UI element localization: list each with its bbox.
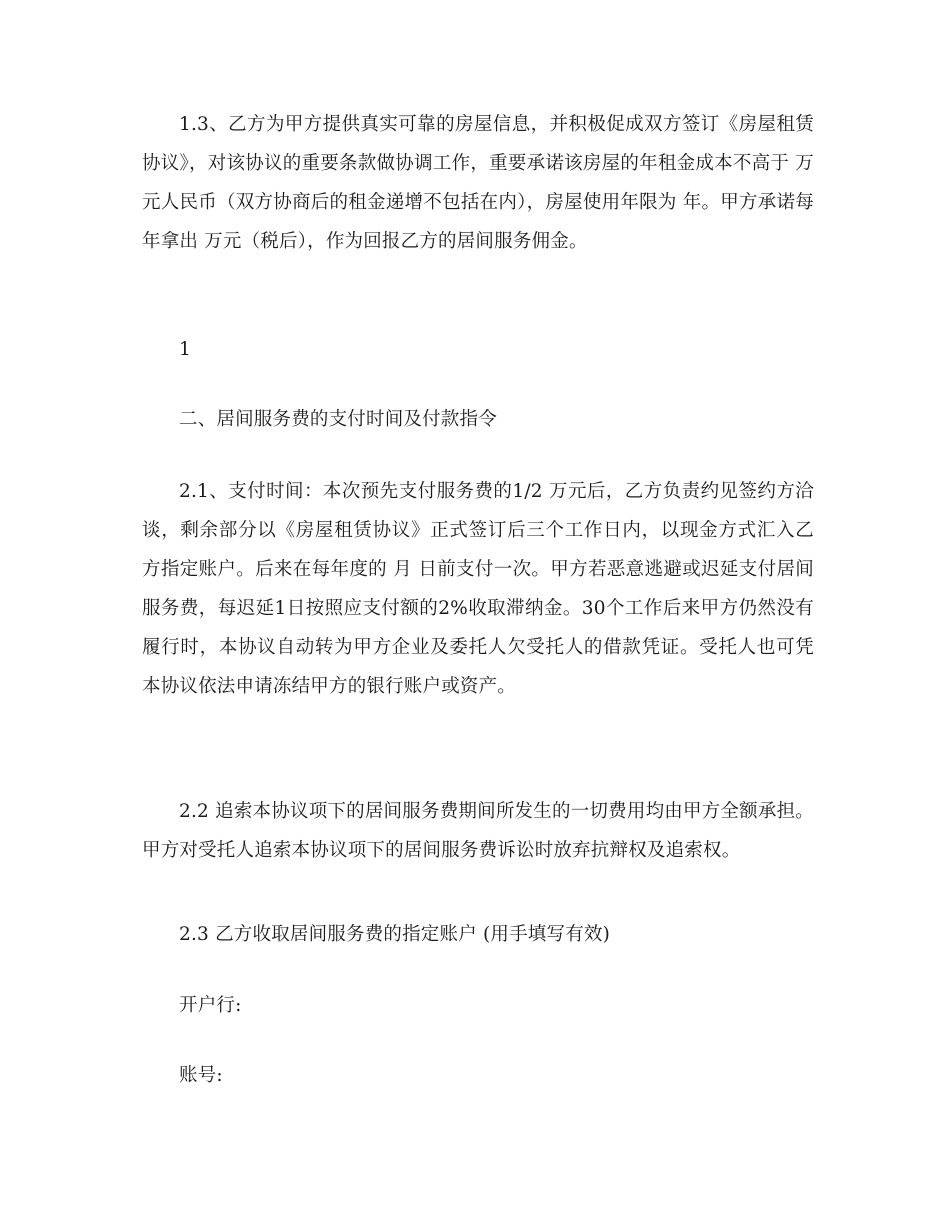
page-number: 1 xyxy=(179,339,191,360)
clause-2-1: 2.1、支付时间：本次预先支付服务费的1/2 万元后，乙方负责约见签约方洽谈，剩余部分以《房屋租赁协议》正式签订后三个工作日内，以现金方式汇入乙方指定账户。后来在每年度的 月 日前支付一次。甲方若恶意逃避或迟延支付居间服务费，每迟延1日按照应支付额的2%收取滞纳金。30个工作后来甲方仍然没有履行时，本协议自动转为甲方企业及委托人欠受托人的借款凭证。受托人也可凭本协议依法申请冻结甲方的银行账户或资产。 xyxy=(142,481,814,697)
section-heading-payment: 二、居间服务费的支付时间及付款指令 xyxy=(179,409,497,430)
account-number-field: 账号: xyxy=(179,1065,223,1086)
bank-name-field: 开户行: xyxy=(179,995,242,1016)
clause-2-3: 2.3 乙方收取居间服务费的指定账户 (用手填写有效) xyxy=(179,924,611,945)
clause-2-2: 2.2 追索本协议项下的居间服务费期间所发生的一切费用均由甲方全额承担。甲方对受托人追索本协议项下的居间服务费诉讼时放弃抗辩权及追索权。 xyxy=(142,801,814,861)
clause-1-3: 1.3、乙方为甲方提供真实可靠的房屋信息，并积极促成双方签订《房屋租赁协议》，对该协议的重要条款做协调工作，重要承诺该房屋的年租金成本不高于 万元人民币（双方协商后的租金递增不包括在内），房屋使用年限为 年。甲方承诺每年拿出 万元（税后），作为回报乙方的居间服务佣金。 xyxy=(142,114,814,252)
